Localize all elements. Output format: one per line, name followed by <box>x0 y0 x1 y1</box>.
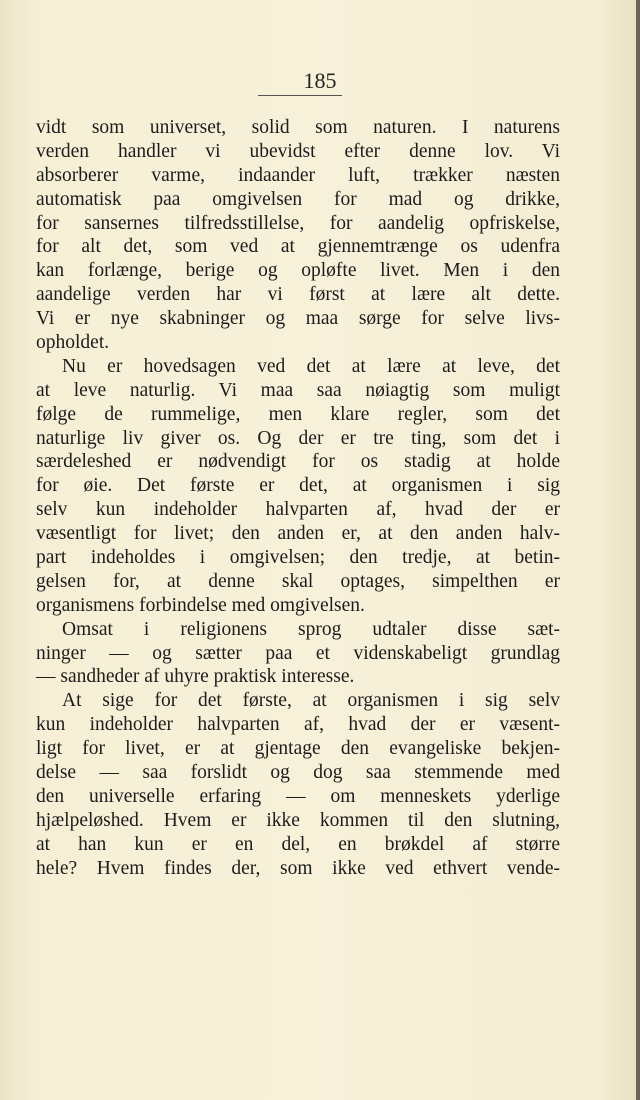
text-line: Omsat i religionens sprog udtaler disse sæt- <box>62 618 560 640</box>
text-line: opholdet. <box>36 332 110 354</box>
text-line: delse — saa forslidt og dog saa stemmende med <box>36 762 560 784</box>
text-line: part indeholdes i omgivelsen; den tredje, at betin- <box>36 547 560 569</box>
text-line: automatisk paa omgivelsen for mad og drikke, <box>36 188 560 210</box>
text-line: ligt for livet, er at gjentage den evangeliske bekjen- <box>36 738 560 760</box>
text-line: kun indeholder halvparten af, hvad der er væsent- <box>36 714 560 736</box>
text-line: hele? Hvem findes der, som ikke ved ethvert vende- <box>36 857 560 879</box>
text-line: for øie. Det første er det, at organismen i sig <box>36 475 560 497</box>
text-line: den universelle erfaring — om menneskets yderlige <box>36 785 560 807</box>
text-line: at leve naturlig. Vi maa saa nøiagtig som muligt <box>36 379 560 401</box>
text-line: aandelige verden har vi først at lære alt dette. <box>36 284 560 306</box>
text-line: hjælpeløshed. Hvem er ikke kommen til den slutning, <box>36 809 560 831</box>
text-line: selv kun indeholder halvparten af, hvad der er <box>36 499 560 521</box>
page-number: 185 <box>303 68 337 93</box>
text-line: organismens forbindelse med omgivelsen. <box>36 594 365 616</box>
text-line: naturlige liv giver os. Og der er tre ting, som det i <box>36 427 560 449</box>
text-line: absorberer varme, indaander luft, trækker næsten <box>36 164 560 186</box>
text-line: Nu er hovedsagen ved det at lære at leve, det <box>62 355 560 377</box>
text-line: for alt det, som ved at gjennemtrænge os udenfra <box>36 236 560 258</box>
text-line: — sandheder af uhyre praktisk interesse. <box>36 666 355 688</box>
text-line: for sansernes tilfredsstillelse, for aandelig opfriskelse, <box>36 212 560 234</box>
text-line: væsentligt for livet; den anden er, at den anden halv- <box>36 523 560 545</box>
page-edge <box>636 0 640 1100</box>
text-line: særdeleshed er nødvendigt for os stadig at holde <box>36 451 560 473</box>
body-text <box>36 116 560 881</box>
page-number-rule <box>258 95 342 96</box>
text-line: ninger — og sætter paa et videnskabeligt grundlag <box>36 642 560 664</box>
text-line: at han kun er en del, en brøkdel af større <box>36 833 560 855</box>
text-line: følge de rummelige, men klare regler, som det <box>36 403 560 425</box>
text-line: gelsen for, at denne skal optages, simpelthen er <box>36 570 560 592</box>
text-line: Vi er nye skabninger og maa sørge for selve livs- <box>36 308 560 330</box>
text-line: kan forlænge, berige og opløfte livet. Men i den <box>36 260 560 282</box>
text-line: verden handler vi ubevidst efter denne lov. Vi <box>36 140 560 162</box>
text-line: vidt som universet, solid som naturen. I naturens <box>36 117 560 138</box>
text-line: At sige for det første, at organismen i sig selv <box>62 690 560 712</box>
